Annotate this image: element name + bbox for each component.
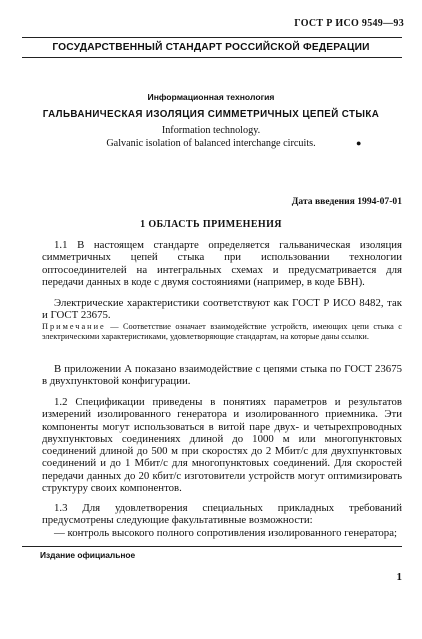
title-english-line2: Galvanic isolation of balanced interchange circuits. [106,138,316,149]
note-label: Примечание [42,322,106,331]
title-category: Информационная технология [147,92,275,102]
document-number: ГОСТ Р ИСО 9549—93 [294,18,404,29]
date-value: 1994-07-01 [357,196,402,207]
title-russian: ГАЛЬВАНИЧЕСКАЯ ИЗОЛЯЦИЯ СИММЕТРИЧНЫХ ЦЕПЕЙ СТЫКА [42,109,380,120]
header-rule [22,57,402,58]
standard-heading: ГОСУДАРСТВЕННЫЙ СТАНДАРТ РОССИЙСКОЙ ФЕДЕРАЦИИ [52,42,370,53]
section-heading: 1 ОБЛАСТЬ ПРИМЕНЕНИЯ [140,219,282,230]
note [42,322,402,342]
paragraph-1-2: 1.2 Спецификации приведены в понятиях параметров и результатов измерений изолированного генератора и изолированного приемника. Эти компоненты могут использоваться в витой паре двух- и четырехпроводных двухпунктовых соединениях длиной до 1000 м или многопунктовых соединений длиной до 500 м при скоростях до 2 Мбит/с для двухпунктовых соединений и до 1 Мбит/с для многопунктовых соединений. Для скоростей передачи данных до 20 кбит/с изготовители устройств могут оптимизировать структуру своих компонентов. [42,396,402,495]
paragraph-1-3 [42,502,402,539]
title-english-line1: Information technology. [161,125,261,136]
page-number: 1 [396,571,402,583]
edition-label: Издание официальное [40,550,136,560]
paragraph-1-3-text: 1.3 Для удовлетворения специальных прикладных требований предусмотрены следующие факультативные возможности: [42,502,402,527]
footer-rule [22,546,402,547]
paragraph-1-3-item: — контроль высокого полного сопротивления изолированного генератора; [54,526,397,539]
note-text: — Соответствие означает взаимодействие устройств, имеющих цепи стыка с электрическими характеристиками, удовлетворяющие стандартам, на которые даны ссылки. [42,322,402,342]
paragraph-appendix: В приложении А показано взаимодействие с цепями стыка по ГОСТ 23675 в двухпунктовой конфигурации. [42,363,402,388]
paragraph-1-1: 1.1 В настоящем стандарте определяется гальваническая изоляция симметричных цепей стыка при использовании технологии оптосоединителей на интегральных схемах и предусматривается для передачи данных в коде с двумя состояниями (например, в коде БВН). [42,239,402,288]
paragraph-electrical: Электрические характеристики соответствуют как ГОСТ Р ИСО 8482, так и ГОСТ 23675. [42,297,402,322]
top-rule [22,37,402,38]
date-label: Дата введения [291,196,355,207]
bullet-mark: ● [356,138,362,148]
effective-date [292,196,402,207]
